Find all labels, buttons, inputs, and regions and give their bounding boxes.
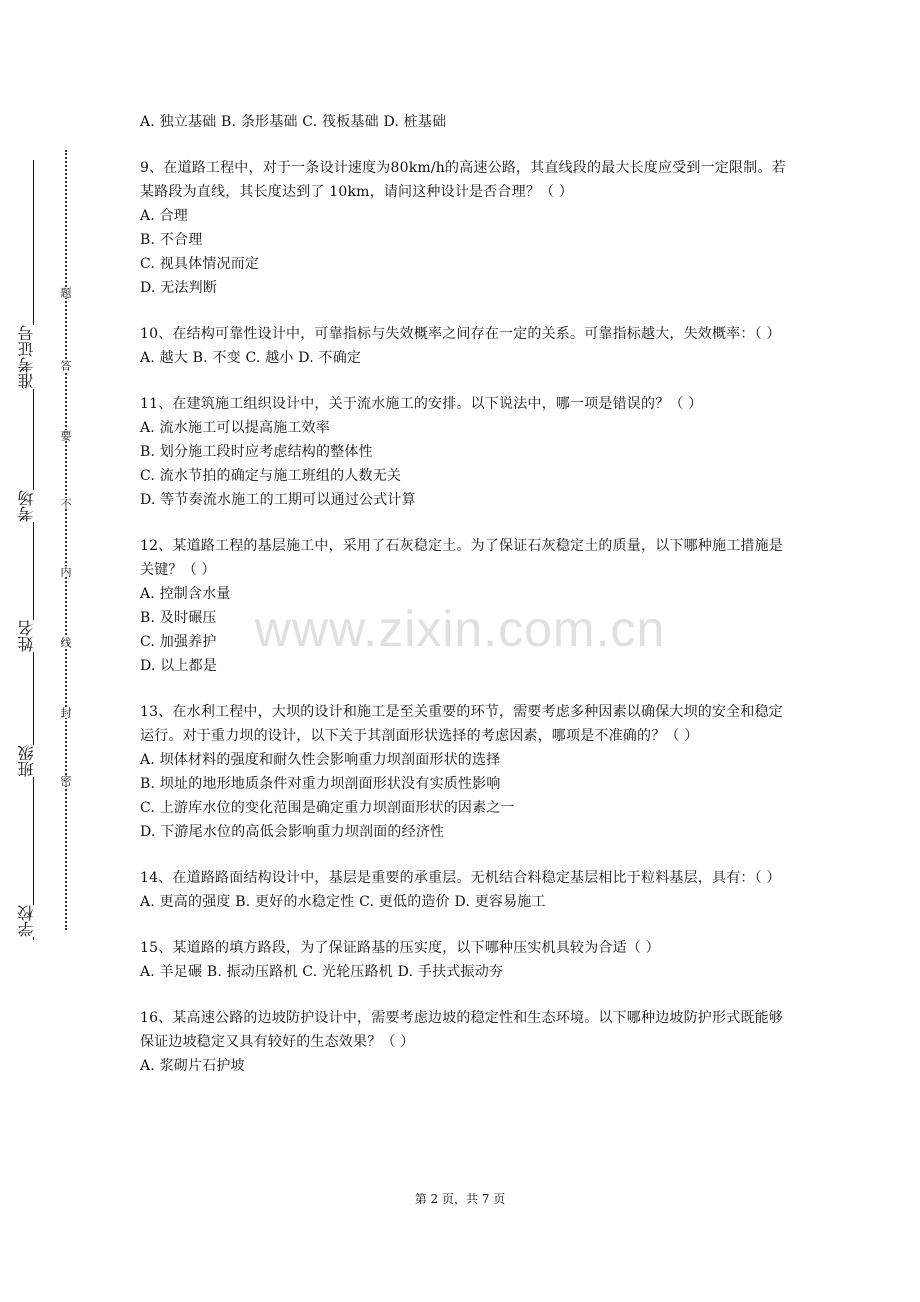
page-number: 第 2 页，共 7 页 (414, 1192, 506, 1206)
seal-char: 答 (59, 360, 72, 371)
question-stem: 10、在结构可靠性设计中，可靠指标与失效概率之间存在一定的关系。可靠指标越大，失效概率：（ ） (140, 326, 781, 342)
seal-char: 要 (59, 430, 72, 441)
option: B. 及时碾压 (140, 610, 217, 626)
seal-char: 密 (59, 775, 72, 786)
option: A. 羊足碾 B. 振动压路机 C. 光轮压路机 D. 手扶式振动夯 (140, 964, 504, 980)
option: D. 下游尾水位的高低会影响重力坝剖面的经济性 (140, 824, 445, 840)
option: A. 流水施工可以提高施工效率 (140, 420, 331, 436)
question-stem: 15、某道路的填方路段，为了保证路基的压实度，以下哪种压实机具较为合适（ ） (140, 940, 660, 956)
watermark: www.zixin.com.cn (254, 601, 666, 657)
option: B. 划分施工段时应考虑结构的整体性 (140, 444, 373, 460)
seal-dotted-line (65, 150, 67, 930)
option: A. 浆砌片石护坡 (140, 1058, 245, 1074)
seal-char: 内 (59, 566, 72, 577)
option: A. 越大 B. 不变 C. 越小 D. 不确定 (140, 350, 362, 366)
question-stem: 9、在道路工程中，对于一条设计速度为80km/h的高速公路，其直线段的最大长度应受到一定限制。若某路段为直线，其长度达到了 10km，请问这种设计是否合理？（ ） (140, 160, 786, 200)
question-10 (140, 322, 790, 370)
binding-margin (0, 0, 100, 1302)
question-13 (140, 700, 790, 844)
question-stem: 13、在水利工程中，大坝的设计和施工是至关重要的环节，需要考虑多种因素以确保大坝的安全和稳定运行。对于重力坝的设计，以下关于其剖面形状选择的考虑因素，哪项是不准确的？（ ） (140, 704, 784, 744)
question-stem: 14、在道路路面结构设计中，基层是重要的承重层。无机结合料稳定基层相比于粒料基层，具有：（ ） (140, 870, 781, 886)
question-9 (140, 156, 790, 300)
option: A. 更高的强度 B. 更好的水稳定性 C. 更低的造价 D. 更容易施工 (140, 894, 546, 910)
option: B. 不合理 (140, 232, 203, 248)
seal-char: 题 (59, 287, 72, 298)
option: D. 等节奏流水施工的工期可以通过公式计算 (140, 492, 416, 508)
option: B. 坝址的地形地质条件对重力坝剖面形状没有实质性影响 (140, 776, 501, 792)
question-stem: 12、某道路工程的基层施工中，采用了石灰稳定土。为了保证石灰稳定土的质量，以下哪种施工措施是关键？（ ） (140, 538, 784, 578)
option: D. 无法判断 (140, 280, 218, 296)
question-stem: 16、某高速公路的边坡防护设计中，需要考虑边坡的稳定性和生态环境。以下哪种边坡防护形式既能够保证边坡稳定又具有较好的生态效果？（ ） (140, 1010, 784, 1050)
option: C. 加强养护 (140, 634, 217, 650)
seal-char: 封 (59, 707, 72, 718)
question-15 (140, 936, 790, 984)
option: C. 流水节拍的确定与施工班组的人数无关 (140, 468, 402, 484)
class-label: 班级 (14, 745, 40, 777)
seal-char: 不 (59, 498, 72, 509)
question-16 (140, 1006, 790, 1078)
option: C. 视具体情况而定 (140, 256, 260, 272)
exam-id-label: 准考证号 (14, 325, 40, 389)
exam-room-label: 考场 (14, 490, 40, 522)
question-stem: 11、在建筑施工组织设计中，关于流水施工的安排。以下说法中，哪一项是错误的？（ ） (140, 396, 703, 412)
school-label: 学校 (14, 905, 40, 937)
question-11 (140, 392, 790, 512)
seal-char: 线 (59, 637, 72, 648)
option: D. 以上都是 (140, 658, 218, 674)
question-14 (140, 866, 790, 914)
name-label: 姓名 (14, 620, 40, 652)
prev-question-options: A. 独立基础 B. 条形基础 C. 筏板基础 D. 桩基础 (140, 114, 447, 130)
fill-in-line (33, 160, 34, 940)
option: A. 坝体材料的强度和耐久性会影响重力坝剖面形状的选择 (140, 752, 501, 768)
option: C. 上游库水位的变化范围是确定重力坝剖面形状的因素之一 (140, 800, 515, 816)
option: A. 控制含水量 (140, 586, 231, 602)
exam-content (140, 110, 790, 1078)
option: A. 合理 (140, 208, 189, 224)
